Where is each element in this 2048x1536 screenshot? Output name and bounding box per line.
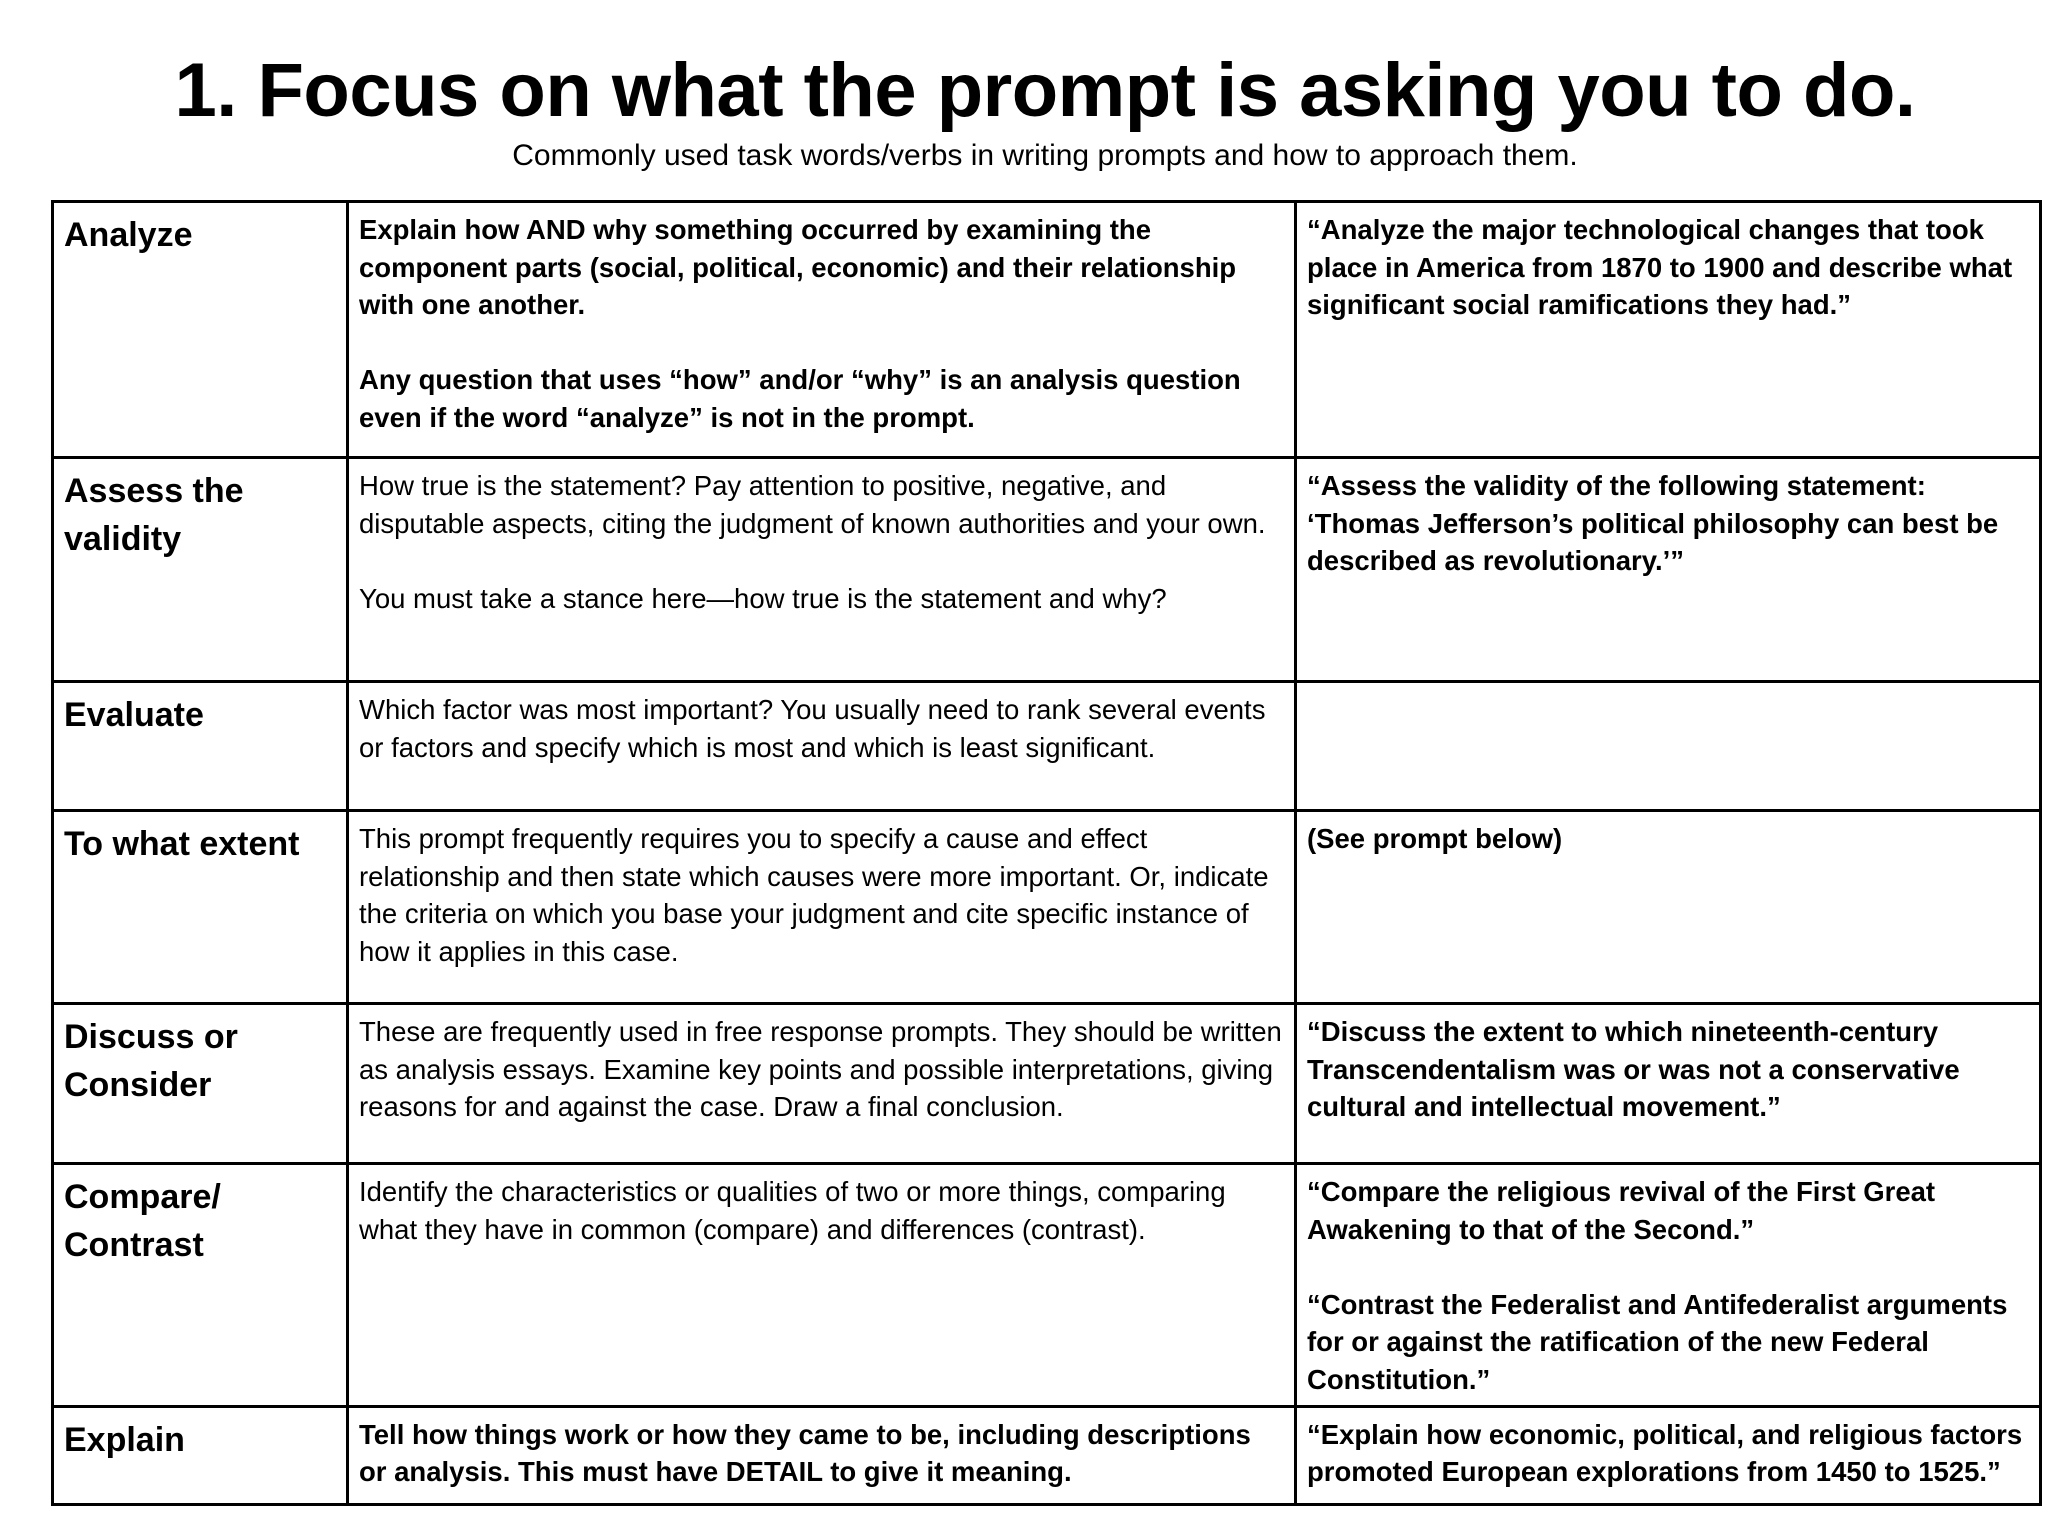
example-prompt: “Explain how economic, political, and religious factors promoted European explorations from 1450 to 1525.” [1307,1418,2023,1488]
task-word: Evaluate [64,696,204,734]
description-paragraph: Any question that uses “how” and/or “why” is an analysis question even if the word “analyze” is not in the prompt. [359,364,1241,433]
description-cell [348,1004,1296,1164]
example-prompt-cell [1296,682,2041,811]
task-word: Analyze [64,216,193,254]
description-cell [348,1406,1296,1504]
task-word-cell [53,458,348,682]
task-words-table [51,200,2042,1506]
task-word-cell [53,202,348,458]
description-cell [348,682,1296,811]
description-paragraph: Identify the characteristics or qualities of two or more things, comparing what they have in common (compare) and differences (contrast). [359,1176,1226,1245]
task-word-cell [53,1406,348,1504]
task-word: Discuss or Consider [64,1018,238,1104]
description-cell [348,811,1296,1004]
example-prompt-cell [1296,1164,2041,1407]
page-title: 1. Focus on what the prompt is asking you to do. [174,48,1916,133]
example-prompt: “Analyze the major technological changes that took place in America from 1870 to 1900 and describe what significant social ramifications they had.” [1307,214,2013,321]
example-prompt-cell [1296,1406,2041,1504]
description-paragraph: Which factor was most important? You usually need to rank several events or factors and specify which is most and which is least significant. [359,694,1266,763]
task-word: Assess the validity [64,472,244,558]
page-subtitle: Commonly used task words/verbs in writing prompts and how to approach them. [512,139,1578,172]
table-row-explain [53,1406,2041,1504]
example-prompt-cell [1296,811,2041,1004]
task-word-cell [53,1164,348,1407]
table-row-compare-contrast [53,1164,2041,1407]
task-word: Compare/ Contrast [64,1178,221,1264]
example-prompt: “Compare the religious revival of the First Great Awakening to that of the Second.” [1307,1176,1936,1245]
example-prompt-cell [1296,458,2041,682]
table-row-discuss-or-consider [53,1004,2041,1164]
description-cell [348,202,1296,458]
table-row-evaluate [53,682,2041,811]
example-prompt: “Discuss the extent to which nineteenth-century Transcendentalism was or was not a conservative cultural and intellectual movement.” [1307,1016,1960,1123]
example-prompt-cell [1296,202,2041,458]
task-word-cell [53,1004,348,1164]
task-word: To what extent [64,825,300,863]
table-row-analyze [53,202,2041,458]
task-word: Explain [64,1420,185,1459]
task-word-cell [53,682,348,811]
task-word-cell [53,811,348,1004]
description-paragraph: You must take a stance here—how true is the statement and why? [359,582,1167,614]
example-prompt: (See prompt below) [1307,823,1563,854]
example-prompt-cell [1296,1004,2041,1164]
description-cell [348,458,1296,682]
description-paragraph: Tell how things work or how they came to be, including descriptions or analysis. This must have DETAIL to give it meaning. [359,1418,1251,1488]
example-prompt: “Assess the validity of the following statement: ‘Thomas Jefferson’s political philosophy can best be described as revolutionary.’” [1307,470,1999,577]
description-paragraph: This prompt frequently requires you to specify a cause and effect relationship and then state which causes were more important. Or, indicate the criteria on which you base your judgment and cite specific instance of how it applies in this case. [359,823,1269,967]
description-paragraph: How true is the statement? Pay attention to positive, negative, and disputable aspects, citing the judgment of known authorities and your own. [359,470,1266,539]
table-row-assess-the-validity [53,458,2041,682]
example-prompt: “Contrast the Federalist and Antifederalist arguments for or against the ratification of the new Federal Constitution.” [1307,1288,2008,1395]
description-cell [348,1164,1296,1407]
table-row-to-what-extent [53,811,2041,1004]
description-paragraph: These are frequently used in free response prompts. They should be written as analysis essays. Examine key points and possible interpretations, giving reasons for and against the case. Draw a final conclusion. [359,1016,1282,1123]
description-paragraph: Explain how AND why something occurred by examining the component parts (social, political, economic) and their relationship with one another. [359,214,1237,321]
